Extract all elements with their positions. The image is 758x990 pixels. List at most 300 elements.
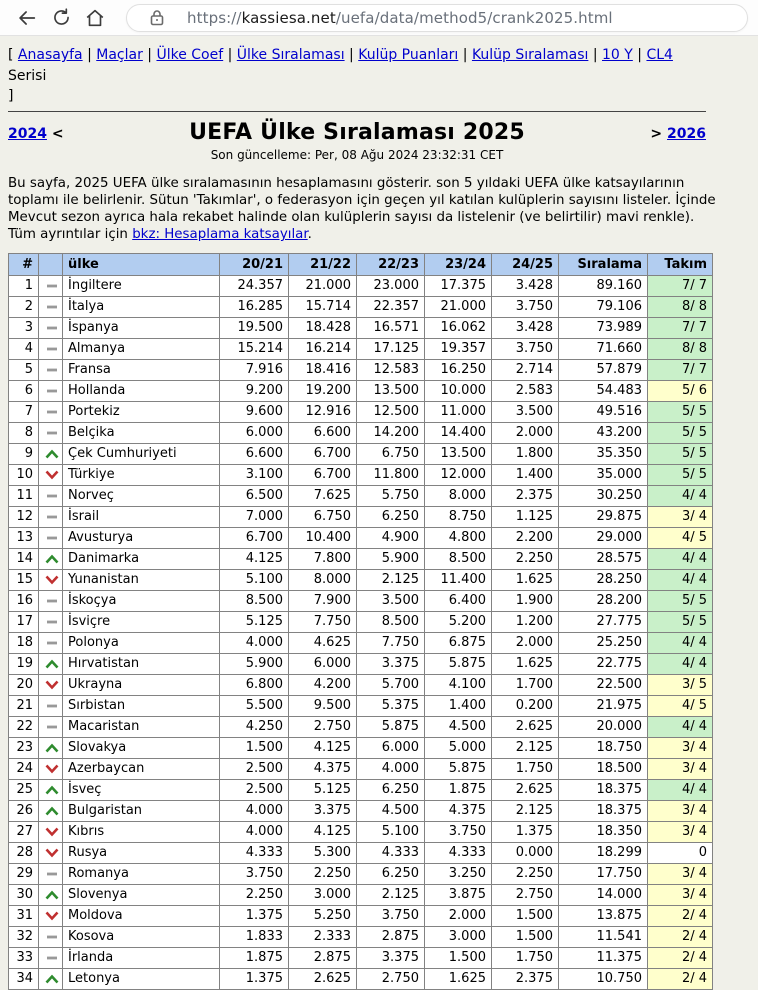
rank-cell: 4 — [9, 339, 39, 360]
total-cell: 57.879 — [559, 360, 648, 381]
nav-link-6[interactable]: Kulüp Sıralaması — [471, 47, 589, 63]
trend-same-icon — [44, 343, 60, 355]
season-value-cell: 19.500 — [220, 318, 289, 339]
season-value-cell: 3.750 — [220, 864, 289, 885]
season-value-cell: 6.500 — [220, 486, 289, 507]
teams-cell: 4/ 4 — [648, 633, 713, 654]
country-cell: İtalya — [63, 297, 220, 318]
trend-cell — [39, 633, 63, 654]
trend-cell — [39, 654, 63, 675]
trend-cell — [39, 570, 63, 591]
season-value-cell: 2.750 — [492, 885, 559, 906]
trend-cell — [39, 969, 63, 990]
season-value-cell: 4.125 — [289, 822, 357, 843]
table-row — [9, 549, 713, 570]
trend-same-icon — [44, 637, 60, 649]
total-cell: 20.000 — [559, 717, 648, 738]
nav-bracket-close: ] — [8, 88, 14, 104]
rank-cell: 12 — [9, 507, 39, 528]
url-domain: kassiesa.net — [241, 8, 336, 27]
season-value-cell: 9.200 — [220, 381, 289, 402]
season-value-cell: 11.000 — [425, 402, 492, 423]
teams-cell: 3/ 4 — [648, 885, 713, 906]
total-cell: 18.375 — [559, 780, 648, 801]
season-value-cell: 6.250 — [357, 864, 425, 885]
season-value-cell: 1.875 — [425, 780, 492, 801]
country-cell: Türkiye — [63, 465, 220, 486]
nav-link-4[interactable]: Ülke Sıralaması — [236, 47, 345, 63]
table-row — [9, 696, 713, 717]
season-value-cell: 15.214 — [220, 339, 289, 360]
season-value-cell: 6.700 — [289, 444, 357, 465]
season-value-cell: 2.875 — [289, 948, 357, 969]
season-value-cell: 15.714 — [289, 297, 357, 318]
season-value-cell: 1.375 — [220, 906, 289, 927]
trend-cell — [39, 801, 63, 822]
season-value-cell: 1.875 — [220, 948, 289, 969]
season-value-cell: 8.750 — [425, 507, 492, 528]
trend-same-icon — [44, 364, 60, 376]
season-value-cell: 1.200 — [492, 612, 559, 633]
country-cell: Macaristan — [63, 717, 220, 738]
trend-cell — [39, 864, 63, 885]
back-button[interactable] — [10, 3, 44, 33]
nav-link-7[interactable]: 10 Y — [602, 47, 633, 63]
total-cell: 28.250 — [559, 570, 648, 591]
country-cell: Portekiz — [63, 402, 220, 423]
season-value-cell: 3.100 — [220, 465, 289, 486]
teams-cell: 3/ 5 — [648, 675, 713, 696]
country-cell: Kıbrıs — [63, 822, 220, 843]
rank-cell: 9 — [9, 444, 39, 465]
season-value-cell: 1.500 — [492, 906, 559, 927]
season-value-cell: 1.625 — [492, 654, 559, 675]
table-row — [9, 465, 713, 486]
total-cell: 28.200 — [559, 591, 648, 612]
teams-cell: 7/ 7 — [648, 276, 713, 297]
table-row — [9, 360, 713, 381]
trend-same-icon — [44, 868, 60, 880]
season-value-cell: 8.000 — [289, 570, 357, 591]
season-value-cell: 2.583 — [492, 381, 559, 402]
trend-same-icon — [44, 427, 60, 439]
teams-cell: 3/ 4 — [648, 738, 713, 759]
season-value-cell: 6.000 — [357, 738, 425, 759]
season-value-cell: 13.500 — [425, 444, 492, 465]
season-value-cell: 10.400 — [289, 528, 357, 549]
season-value-cell: 4.000 — [220, 822, 289, 843]
table-row — [9, 906, 713, 927]
season-value-cell: 12.916 — [289, 402, 357, 423]
season-value-cell: 2.750 — [357, 969, 425, 990]
country-cell: Polonya — [63, 633, 220, 654]
season-value-cell: 12.583 — [357, 360, 425, 381]
table-row — [9, 717, 713, 738]
prev-year-link[interactable]: 2024 — [8, 126, 47, 142]
url-path: /uefa/data/method5/crank2025.html — [335, 8, 613, 27]
season-value-cell: 2.000 — [425, 906, 492, 927]
country-cell: Danimarka — [63, 549, 220, 570]
trend-cell — [39, 906, 63, 927]
season-value-cell: 5.100 — [357, 822, 425, 843]
table-row — [9, 486, 713, 507]
trend-cell — [39, 549, 63, 570]
season-value-cell: 1.375 — [492, 822, 559, 843]
season-value-cell: 7.800 — [289, 549, 357, 570]
teams-cell: 2/ 4 — [648, 927, 713, 948]
season-value-cell: 5.900 — [220, 654, 289, 675]
season-value-cell: 14.400 — [425, 423, 492, 444]
season-value-cell: 14.200 — [357, 423, 425, 444]
season-value-cell: 2.625 — [492, 717, 559, 738]
rank-cell: 16 — [9, 591, 39, 612]
season-value-cell: 11.800 — [357, 465, 425, 486]
season-value-cell: 1.400 — [492, 465, 559, 486]
season-value-cell: 23.000 — [357, 276, 425, 297]
season-value-cell: 1.833 — [220, 927, 289, 948]
rank-cell: 30 — [9, 885, 39, 906]
season-value-cell: 2.750 — [289, 717, 357, 738]
season-value-cell: 8.500 — [357, 612, 425, 633]
teams-cell: 4/ 5 — [648, 528, 713, 549]
season-value-cell: 2.875 — [357, 927, 425, 948]
trend-cell — [39, 738, 63, 759]
nav-link-3[interactable]: Ülke Coef — [156, 47, 224, 63]
country-cell: Rusya — [63, 843, 220, 864]
table-row — [9, 591, 713, 612]
rank-cell: 19 — [9, 654, 39, 675]
season-value-cell: 16.062 — [425, 318, 492, 339]
teams-cell: 5/ 5 — [648, 612, 713, 633]
teams-cell: 3/ 4 — [648, 822, 713, 843]
trend-cell — [39, 717, 63, 738]
season-value-cell: 2.714 — [492, 360, 559, 381]
season-value-cell: 0.000 — [492, 843, 559, 864]
season-value-cell: 6.750 — [357, 444, 425, 465]
trend-same-icon — [44, 490, 60, 502]
calculation-coefficients-link[interactable]: bkz: Hesaplama katsayılar — [132, 227, 308, 242]
trend-cell — [39, 360, 63, 381]
column-header-21/22: 21/22 — [289, 254, 357, 276]
trend-same-icon — [44, 322, 60, 334]
season-value-cell: 1.500 — [425, 948, 492, 969]
trend-cell — [39, 843, 63, 864]
trend-cell — [39, 402, 63, 423]
column-header-trend — [39, 254, 63, 276]
country-cell: İrlanda — [63, 948, 220, 969]
total-cell: 11.541 — [559, 927, 648, 948]
total-cell: 18.375 — [559, 801, 648, 822]
season-value-cell: 9.500 — [289, 696, 357, 717]
teams-cell: 7/ 7 — [648, 360, 713, 381]
season-value-cell: 3.428 — [492, 276, 559, 297]
rank-cell: 2 — [9, 297, 39, 318]
refresh-button[interactable] — [44, 3, 78, 33]
url-protocol: https:// — [187, 8, 242, 27]
season-value-cell: 1.900 — [492, 591, 559, 612]
table-row — [9, 318, 713, 339]
prev-arrow: < — [51, 126, 64, 142]
season-value-cell: 4.800 — [425, 528, 492, 549]
trend-cell — [39, 675, 63, 696]
trend-cell — [39, 528, 63, 549]
season-value-cell: 5.900 — [357, 549, 425, 570]
trend-down-icon — [44, 847, 60, 859]
trend-up-icon — [44, 784, 60, 796]
total-cell: 14.000 — [559, 885, 648, 906]
trend-cell — [39, 297, 63, 318]
season-value-cell: 1.375 — [220, 969, 289, 990]
page-content — [0, 36, 716, 990]
season-value-cell: 6.800 — [220, 675, 289, 696]
season-value-cell: 9.600 — [220, 402, 289, 423]
trend-cell — [39, 927, 63, 948]
rank-cell: 27 — [9, 822, 39, 843]
teams-cell: 5/ 5 — [648, 444, 713, 465]
teams-cell: 7/ 7 — [648, 318, 713, 339]
country-cell: Sırbistan — [63, 696, 220, 717]
total-cell: 43.200 — [559, 423, 648, 444]
season-value-cell: 22.357 — [357, 297, 425, 318]
intro-text: Bu sayfa, 2025 UEFA ülke sıralamasının hesaplamasını gösterir. son 5 yıldaki UEFA ülke katsayılarının toplamı ile belirlenir. Sütun 'Takımlar', o federasyon için geçen yıl katılan kulüplerin sayısını listeler. İçinde Mevcut sezon ayrıca hala rekabet halinde olan kulüplerin sayısı da listelenir (ve belirtilir) mavi renkle). Tüm ayrıntılar için — [8, 176, 716, 242]
rank-cell: 28 — [9, 843, 39, 864]
table-row — [9, 843, 713, 864]
trend-same-icon — [44, 280, 60, 292]
table-row — [9, 423, 713, 444]
season-value-cell: 1.700 — [492, 675, 559, 696]
season-value-cell: 5.300 — [289, 843, 357, 864]
season-value-cell: 5.200 — [425, 612, 492, 633]
season-value-cell: 1.750 — [492, 948, 559, 969]
season-value-cell: 3.375 — [357, 654, 425, 675]
total-cell: 22.500 — [559, 675, 648, 696]
column-header-#: # — [9, 254, 39, 276]
season-value-cell: 6.700 — [289, 465, 357, 486]
table-row — [9, 402, 713, 423]
teams-cell: 4/ 4 — [648, 486, 713, 507]
total-cell: 54.483 — [559, 381, 648, 402]
season-value-cell: 18.416 — [289, 360, 357, 381]
season-value-cell: 3.750 — [425, 822, 492, 843]
title-block — [118, 120, 596, 162]
table-body — [9, 276, 713, 990]
teams-cell: 4/ 5 — [648, 696, 713, 717]
season-value-cell: 1.625 — [425, 969, 492, 990]
table-row — [9, 339, 713, 360]
season-value-cell: 4.625 — [289, 633, 357, 654]
country-cell: Yunanistan — [63, 570, 220, 591]
teams-cell: 8/ 8 — [648, 339, 713, 360]
table-row — [9, 759, 713, 780]
season-value-cell: 4.125 — [289, 738, 357, 759]
total-cell: 11.375 — [559, 948, 648, 969]
table-row — [9, 276, 713, 297]
season-value-cell: 4.000 — [357, 759, 425, 780]
season-value-cell: 7.916 — [220, 360, 289, 381]
next-year-link[interactable]: 2026 — [667, 126, 706, 142]
nav-link-5[interactable]: Kulüp Puanları — [358, 47, 459, 63]
season-value-cell: 3.000 — [289, 885, 357, 906]
table-header-row — [9, 254, 713, 276]
season-value-cell: 6.875 — [425, 633, 492, 654]
season-value-cell: 7.000 — [220, 507, 289, 528]
country-cell: İsviçre — [63, 612, 220, 633]
nav-link-8[interactable]: CL4 — [646, 47, 673, 63]
divider — [8, 111, 706, 112]
country-cell: Belçika — [63, 423, 220, 444]
country-ranking-table — [8, 253, 713, 990]
trend-up-icon — [44, 448, 60, 460]
season-value-cell: 2.000 — [492, 633, 559, 654]
column-header-Takım: Takım — [648, 254, 713, 276]
season-value-cell: 16.214 — [289, 339, 357, 360]
season-value-cell: 4.333 — [357, 843, 425, 864]
rank-cell: 25 — [9, 780, 39, 801]
season-value-cell: 24.357 — [220, 276, 289, 297]
trend-same-icon — [44, 700, 60, 712]
rank-cell: 10 — [9, 465, 39, 486]
page-title: UEFA Ülke Sıralaması 2025 — [189, 120, 525, 145]
season-value-cell: 6.400 — [425, 591, 492, 612]
country-cell: Avusturya — [63, 528, 220, 549]
season-value-cell: 1.800 — [492, 444, 559, 465]
trend-cell — [39, 759, 63, 780]
season-value-cell: 2.250 — [492, 864, 559, 885]
column-header-ülke: ülke — [63, 254, 220, 276]
country-cell: İngiltere — [63, 276, 220, 297]
column-header-23/24: 23/24 — [425, 254, 492, 276]
rank-cell: 23 — [9, 738, 39, 759]
teams-cell: 3/ 4 — [648, 507, 713, 528]
last-update-text: Son güncelleme: Per, 08 Ağu 2024 23:32:31 CET — [210, 148, 504, 162]
season-value-cell: 2.200 — [492, 528, 559, 549]
season-value-cell: 5.000 — [425, 738, 492, 759]
trend-cell — [39, 339, 63, 360]
trend-up-icon — [44, 889, 60, 901]
total-cell: 25.250 — [559, 633, 648, 654]
season-value-cell: 1.400 — [425, 696, 492, 717]
season-value-cell: 3.500 — [492, 402, 559, 423]
season-value-cell: 5.125 — [289, 780, 357, 801]
season-value-cell: 3.500 — [357, 591, 425, 612]
country-cell: Romanya — [63, 864, 220, 885]
table-row — [9, 381, 713, 402]
trend-same-icon — [44, 532, 60, 544]
season-value-cell: 11.400 — [425, 570, 492, 591]
trend-cell — [39, 612, 63, 633]
total-cell: 29.875 — [559, 507, 648, 528]
country-cell: Norveç — [63, 486, 220, 507]
season-value-cell: 4.500 — [425, 717, 492, 738]
season-value-cell: 3.375 — [289, 801, 357, 822]
trend-cell — [39, 591, 63, 612]
teams-cell: 5/ 5 — [648, 402, 713, 423]
column-header-22/23: 22/23 — [357, 254, 425, 276]
trend-same-icon — [44, 385, 60, 397]
home-button[interactable] — [78, 3, 112, 33]
table-row — [9, 507, 713, 528]
browser-chrome — [0, 0, 758, 36]
nav-link-1[interactable]: Anasayfa — [17, 47, 83, 63]
season-value-cell: 2.625 — [289, 969, 357, 990]
table-row — [9, 864, 713, 885]
country-cell: Ukrayna — [63, 675, 220, 696]
season-value-cell: 4.333 — [220, 843, 289, 864]
season-value-cell: 21.000 — [289, 276, 357, 297]
rank-cell: 1 — [9, 276, 39, 297]
season-value-cell: 2.250 — [289, 864, 357, 885]
season-value-cell: 4.125 — [220, 549, 289, 570]
season-value-cell: 2.125 — [357, 570, 425, 591]
column-header-24/25: 24/25 — [492, 254, 559, 276]
table-row — [9, 780, 713, 801]
season-value-cell: 5.875 — [425, 654, 492, 675]
trend-same-icon — [44, 406, 60, 418]
trend-down-icon — [44, 469, 60, 481]
table-row — [9, 675, 713, 696]
season-value-cell: 3.875 — [425, 885, 492, 906]
rank-cell: 14 — [9, 549, 39, 570]
season-value-cell: 7.750 — [289, 612, 357, 633]
season-value-cell: 5.250 — [289, 906, 357, 927]
total-cell: 21.975 — [559, 696, 648, 717]
trend-up-icon — [44, 973, 60, 985]
season-value-cell: 4.200 — [289, 675, 357, 696]
trend-same-icon — [44, 511, 60, 523]
table-row — [9, 948, 713, 969]
teams-cell: 5/ 5 — [648, 423, 713, 444]
total-cell: 13.875 — [559, 906, 648, 927]
url-text — [187, 9, 613, 27]
trend-up-icon — [44, 742, 60, 754]
table-row — [9, 570, 713, 591]
season-value-cell: 4.250 — [220, 717, 289, 738]
prev-year-nav — [8, 120, 118, 142]
season-value-cell: 3.428 — [492, 318, 559, 339]
country-cell: Çek Cumhuriyeti — [63, 444, 220, 465]
country-cell: İsrail — [63, 507, 220, 528]
column-header-Sıralama: Sıralama — [559, 254, 648, 276]
season-value-cell: 7.625 — [289, 486, 357, 507]
rank-cell: 22 — [9, 717, 39, 738]
season-value-cell: 16.285 — [220, 297, 289, 318]
season-value-cell: 19.200 — [289, 381, 357, 402]
season-value-cell: 1.500 — [492, 927, 559, 948]
season-value-cell: 5.875 — [357, 717, 425, 738]
total-cell: 18.299 — [559, 843, 648, 864]
nav-link-2[interactable]: Maçlar — [96, 47, 143, 63]
season-value-cell: 4.375 — [289, 759, 357, 780]
next-year-nav — [596, 120, 706, 142]
trend-cell — [39, 444, 63, 465]
season-value-cell: 4.000 — [220, 633, 289, 654]
refresh-icon — [51, 7, 72, 28]
teams-cell: 5/ 5 — [648, 465, 713, 486]
trend-cell — [39, 465, 63, 486]
season-value-cell: 3.375 — [357, 948, 425, 969]
rank-cell: 3 — [9, 318, 39, 339]
rank-cell: 34 — [9, 969, 39, 990]
season-value-cell: 6.000 — [220, 423, 289, 444]
season-value-cell: 6.700 — [220, 528, 289, 549]
season-value-cell: 12.000 — [425, 465, 492, 486]
url-bar[interactable] — [126, 4, 748, 32]
trend-same-icon — [44, 721, 60, 733]
teams-cell: 5/ 5 — [648, 591, 713, 612]
season-value-cell: 6.000 — [289, 654, 357, 675]
total-cell: 10.750 — [559, 969, 648, 990]
total-cell: 27.775 — [559, 612, 648, 633]
